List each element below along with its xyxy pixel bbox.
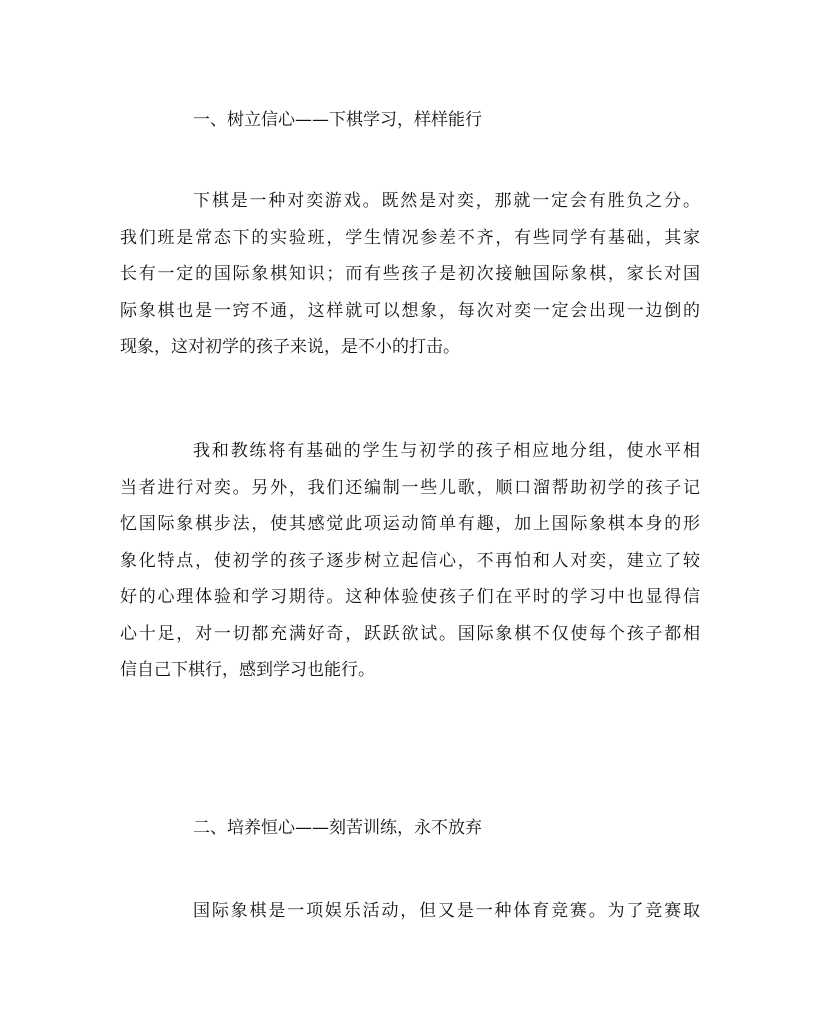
section-1-paragraph-1 [120,183,700,366]
paragraph-line: 当者进行对奕。另外，我们还编制一些儿歌，顺口溜帮助初学的孩子记 [120,477,700,498]
paragraph-line: 象化特点，使初学的孩子逐步树立起信心，不再怕和人对奕，建立了较 [120,550,700,571]
section-2-paragraph-1 [120,893,700,930]
paragraph-line: 国际象棋是一项娱乐活动，但又是一种体育竞赛。为了竞赛取 [193,901,700,921]
section-1-paragraph-2 [120,433,700,689]
paragraph-line: 际象棋也是一窍不通，这样就可以想象，每次对奕一定会出现一边倒的 [120,300,700,321]
paragraph-line: 信自己下棋行，感到学习也能行。 [120,660,375,680]
paragraph-line: 长有一定的国际象棋知识；而有些孩子是初次接触国际象棋，家长对国 [120,264,700,284]
paragraph-line: 我和教练将有基础的学生与初学的孩子相应地分组，使水平相 [193,441,700,461]
paragraph-line: 现象，这对初学的孩子来说，是不小的打击。 [120,337,460,357]
paragraph-line: 我们班是常态下的实验班，学生情况参差不齐，有些同学有基础，其家 [120,227,700,248]
paragraph-line: 下棋是一种对奕游戏。既然是对奕，那就一定会有胜负之分。 [193,191,700,211]
section-2-heading: 二、培养恒心——刻苦训练，永不放弃 [193,818,482,838]
paragraph-line: 忆国际象棋步法，使其感觉此项运动简单有趣，加上国际象棋本身的形 [120,514,700,534]
paragraph-line: 好的心理体验和学习期待。这种体验使孩子们在平时的学习中也显得信 [120,587,700,607]
section-1-heading: 一、树立信心——下棋学习，样样能行 [193,110,482,130]
paragraph-line: 心十足，对一切都充满好奇，跃跃欲试。国际象棋不仅使每个孩子都相 [120,623,700,644]
